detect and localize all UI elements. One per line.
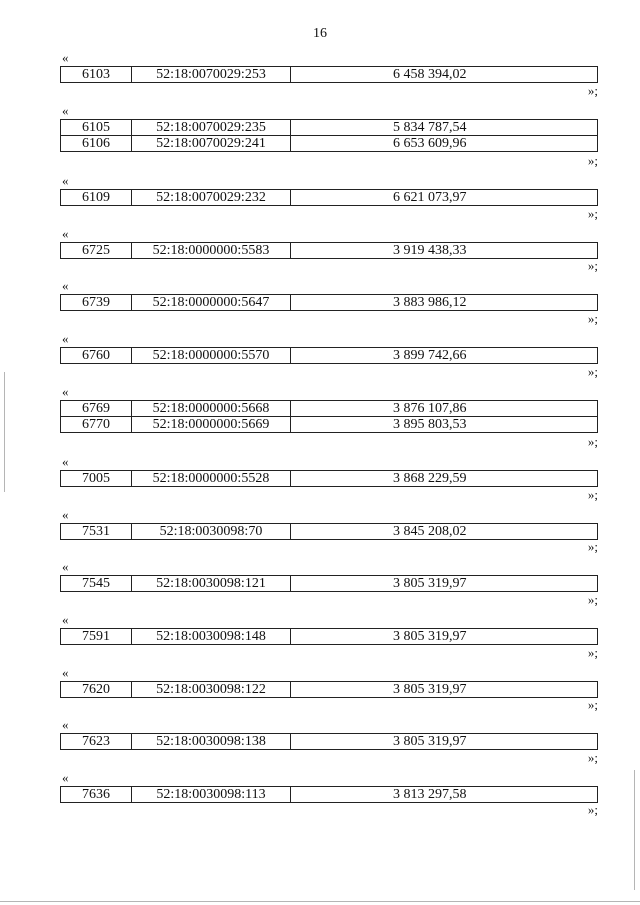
- cadastral-value-cell: 3 813 297,58: [291, 786, 598, 802]
- table-row: [61, 628, 598, 644]
- row-number-cell: 7545: [61, 576, 132, 592]
- cadastral-value-cell: 6 653 609,96: [291, 135, 598, 151]
- row-number-cell: 6769: [61, 400, 132, 416]
- row-number-cell: 6105: [61, 119, 132, 135]
- open-quote: «: [62, 454, 69, 470]
- entry-table: [60, 242, 598, 259]
- amendment-entry: [0, 51, 640, 104]
- page-number: 16: [313, 26, 327, 41]
- row-number-cell: 6106: [61, 135, 132, 151]
- row-number-cell: 7636: [61, 786, 132, 802]
- amendment-entry: [0, 508, 640, 561]
- entry-table: [60, 189, 598, 206]
- open-quote: «: [62, 278, 69, 294]
- open-quote: «: [62, 383, 69, 399]
- cadastral-number-cell: 52:18:0000000:5647: [132, 295, 291, 311]
- row-number-cell: 6103: [61, 67, 132, 83]
- amendment-entry: [0, 227, 640, 280]
- entry-table: [60, 66, 598, 83]
- cadastral-value-cell: 3 899 742,66: [291, 347, 598, 363]
- close-quote: »;: [587, 310, 598, 326]
- row-number-cell: 6109: [61, 190, 132, 206]
- table-row: [61, 576, 598, 592]
- cadastral-value-cell: 3 895 803,53: [291, 416, 598, 432]
- entry-table: [60, 575, 598, 592]
- open-quote: «: [62, 173, 69, 189]
- entry-table: [60, 294, 598, 311]
- cadastral-number-cell: 52:18:0030098:122: [132, 681, 291, 697]
- row-number-cell: 7620: [61, 681, 132, 697]
- amendment-entry: [0, 455, 640, 508]
- close-quote: »;: [587, 153, 598, 169]
- table-row: [61, 471, 598, 487]
- open-quote: «: [62, 225, 69, 241]
- row-number-cell: 7005: [61, 471, 132, 487]
- close-quote: »;: [587, 486, 598, 502]
- open-quote: «: [62, 506, 69, 522]
- entry-table: [60, 628, 598, 645]
- cadastral-value-cell: 3 868 229,59: [291, 471, 598, 487]
- open-quote: «: [62, 664, 69, 680]
- close-quote: »;: [587, 802, 598, 818]
- close-quote: »;: [587, 591, 598, 607]
- row-number-cell: 7623: [61, 734, 132, 750]
- amendment-entry: [0, 385, 640, 456]
- row-number-cell: 6725: [61, 242, 132, 258]
- row-number-cell: 7531: [61, 523, 132, 539]
- cadastral-number-cell: 52:18:0030098:138: [132, 734, 291, 750]
- entries-list: [0, 51, 640, 823]
- close-quote: »;: [587, 749, 598, 765]
- open-quote: «: [62, 102, 69, 118]
- cadastral-number-cell: 52:18:0030098:113: [132, 786, 291, 802]
- table-row: [61, 135, 598, 151]
- close-quote: »;: [587, 539, 598, 555]
- cadastral-value-cell: 3 805 319,97: [291, 734, 598, 750]
- close-quote: »;: [587, 363, 598, 379]
- amendment-entry: [0, 332, 640, 385]
- entry-table: [60, 470, 598, 487]
- scan-artifact-left: [4, 372, 5, 492]
- table-row: [61, 523, 598, 539]
- close-quote: »;: [587, 434, 598, 450]
- entry-table: [60, 119, 598, 152]
- cadastral-number-cell: 52:18:0030098:148: [132, 628, 291, 644]
- open-quote: «: [62, 717, 69, 733]
- amendment-entry: [0, 613, 640, 666]
- open-quote: «: [62, 330, 69, 346]
- table-row: [61, 295, 598, 311]
- cadastral-number-cell: 52:18:0070029:241: [132, 135, 291, 151]
- amendment-entry: [0, 771, 640, 824]
- open-quote: «: [62, 611, 69, 627]
- open-quote: «: [62, 769, 69, 785]
- cadastral-number-cell: 52:18:0070029:235: [132, 119, 291, 135]
- amendment-entry: [0, 666, 640, 719]
- row-number-cell: 6739: [61, 295, 132, 311]
- amendment-entry: [0, 104, 640, 175]
- table-row: [61, 786, 598, 802]
- cadastral-value-cell: 3 919 438,33: [291, 242, 598, 258]
- table-row: [61, 416, 598, 432]
- cadastral-value-cell: 3 883 986,12: [291, 295, 598, 311]
- table-row: [61, 119, 598, 135]
- cadastral-number-cell: 52:18:0000000:5668: [132, 400, 291, 416]
- table-row: [61, 400, 598, 416]
- amendment-entry: [0, 279, 640, 332]
- cadastral-value-cell: 3 805 319,97: [291, 576, 598, 592]
- entry-table: [60, 786, 598, 803]
- table-row: [61, 190, 598, 206]
- entry-table: [60, 681, 598, 698]
- row-number-cell: 6770: [61, 416, 132, 432]
- amendment-entry: [0, 718, 640, 771]
- open-quote: «: [62, 559, 69, 575]
- close-quote: »;: [587, 258, 598, 274]
- cadastral-number-cell: 52:18:0030098:121: [132, 576, 291, 592]
- close-quote: »;: [587, 644, 598, 660]
- close-quote: »;: [587, 82, 598, 98]
- scan-artifact-right: [634, 770, 635, 890]
- cadastral-number-cell: 52:18:0070029:232: [132, 190, 291, 206]
- entry-table: [60, 523, 598, 540]
- open-quote: «: [62, 50, 69, 65]
- cadastral-value-cell: 3 845 208,02: [291, 523, 598, 539]
- close-quote: »;: [587, 205, 598, 221]
- cadastral-number-cell: 52:18:0030098:70: [132, 523, 291, 539]
- entry-table: [60, 347, 598, 364]
- table-row: [61, 347, 598, 363]
- amendment-entry: [0, 174, 640, 227]
- scan-artifact-bottom: [0, 901, 640, 902]
- close-quote: »;: [587, 697, 598, 713]
- cadastral-number-cell: 52:18:0000000:5669: [132, 416, 291, 432]
- row-number-cell: 6760: [61, 347, 132, 363]
- entry-table: [60, 733, 598, 750]
- cadastral-value-cell: 5 834 787,54: [291, 119, 598, 135]
- cadastral-number-cell: 52:18:0000000:5583: [132, 242, 291, 258]
- cadastral-number-cell: 52:18:0000000:5570: [132, 347, 291, 363]
- cadastral-value-cell: 6 458 394,02: [291, 67, 598, 83]
- cadastral-value-cell: 3 876 107,86: [291, 400, 598, 416]
- table-row: [61, 734, 598, 750]
- table-row: [61, 242, 598, 258]
- cadastral-number-cell: 52:18:0000000:5528: [132, 471, 291, 487]
- table-row: [61, 67, 598, 83]
- table-row: [61, 681, 598, 697]
- entry-table: [60, 400, 598, 433]
- cadastral-value-cell: 3 805 319,97: [291, 681, 598, 697]
- cadastral-value-cell: 3 805 319,97: [291, 628, 598, 644]
- cadastral-number-cell: 52:18:0070029:253: [132, 67, 291, 83]
- cadastral-value-cell: 6 621 073,97: [291, 190, 598, 206]
- amendment-entry: [0, 560, 640, 613]
- row-number-cell: 7591: [61, 628, 132, 644]
